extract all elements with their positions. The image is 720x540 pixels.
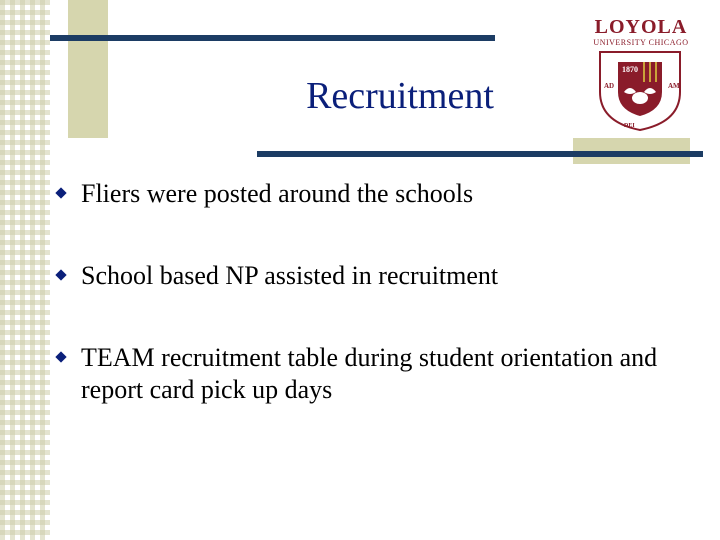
university-seal-icon (594, 48, 686, 132)
diamond-bullet-icon (55, 351, 66, 362)
svg-text:AM: AM (668, 82, 680, 90)
list-item (54, 260, 704, 292)
bullet-text: TEAM recruitment table during student orientation and report card pick up days (81, 343, 658, 404)
svg-text:DEI: DEI (624, 123, 635, 129)
diamond-bullet-icon (55, 187, 66, 198)
bullet-text: Fliers were posted around the schools (81, 179, 474, 208)
bullet-text: School based NP assisted in recruitment (81, 261, 499, 290)
checkered-strip (0, 0, 50, 540)
slide-title: Recruitment (306, 75, 494, 117)
logo-wordmark: LOYOLA (594, 16, 688, 38)
decorative-line-top (50, 35, 495, 41)
seal-year: 1870 (622, 65, 638, 74)
diamond-bullet-icon (55, 269, 66, 280)
decorative-line-bottom (257, 151, 703, 157)
university-logo (586, 14, 696, 134)
list-item (54, 342, 704, 406)
list-item (54, 178, 704, 210)
decorative-block-top (68, 0, 108, 138)
svg-text:AD: AD (604, 82, 615, 90)
bullet-list (54, 178, 704, 456)
logo-subtitle: UNIVERSITY CHICAGO (593, 38, 689, 47)
